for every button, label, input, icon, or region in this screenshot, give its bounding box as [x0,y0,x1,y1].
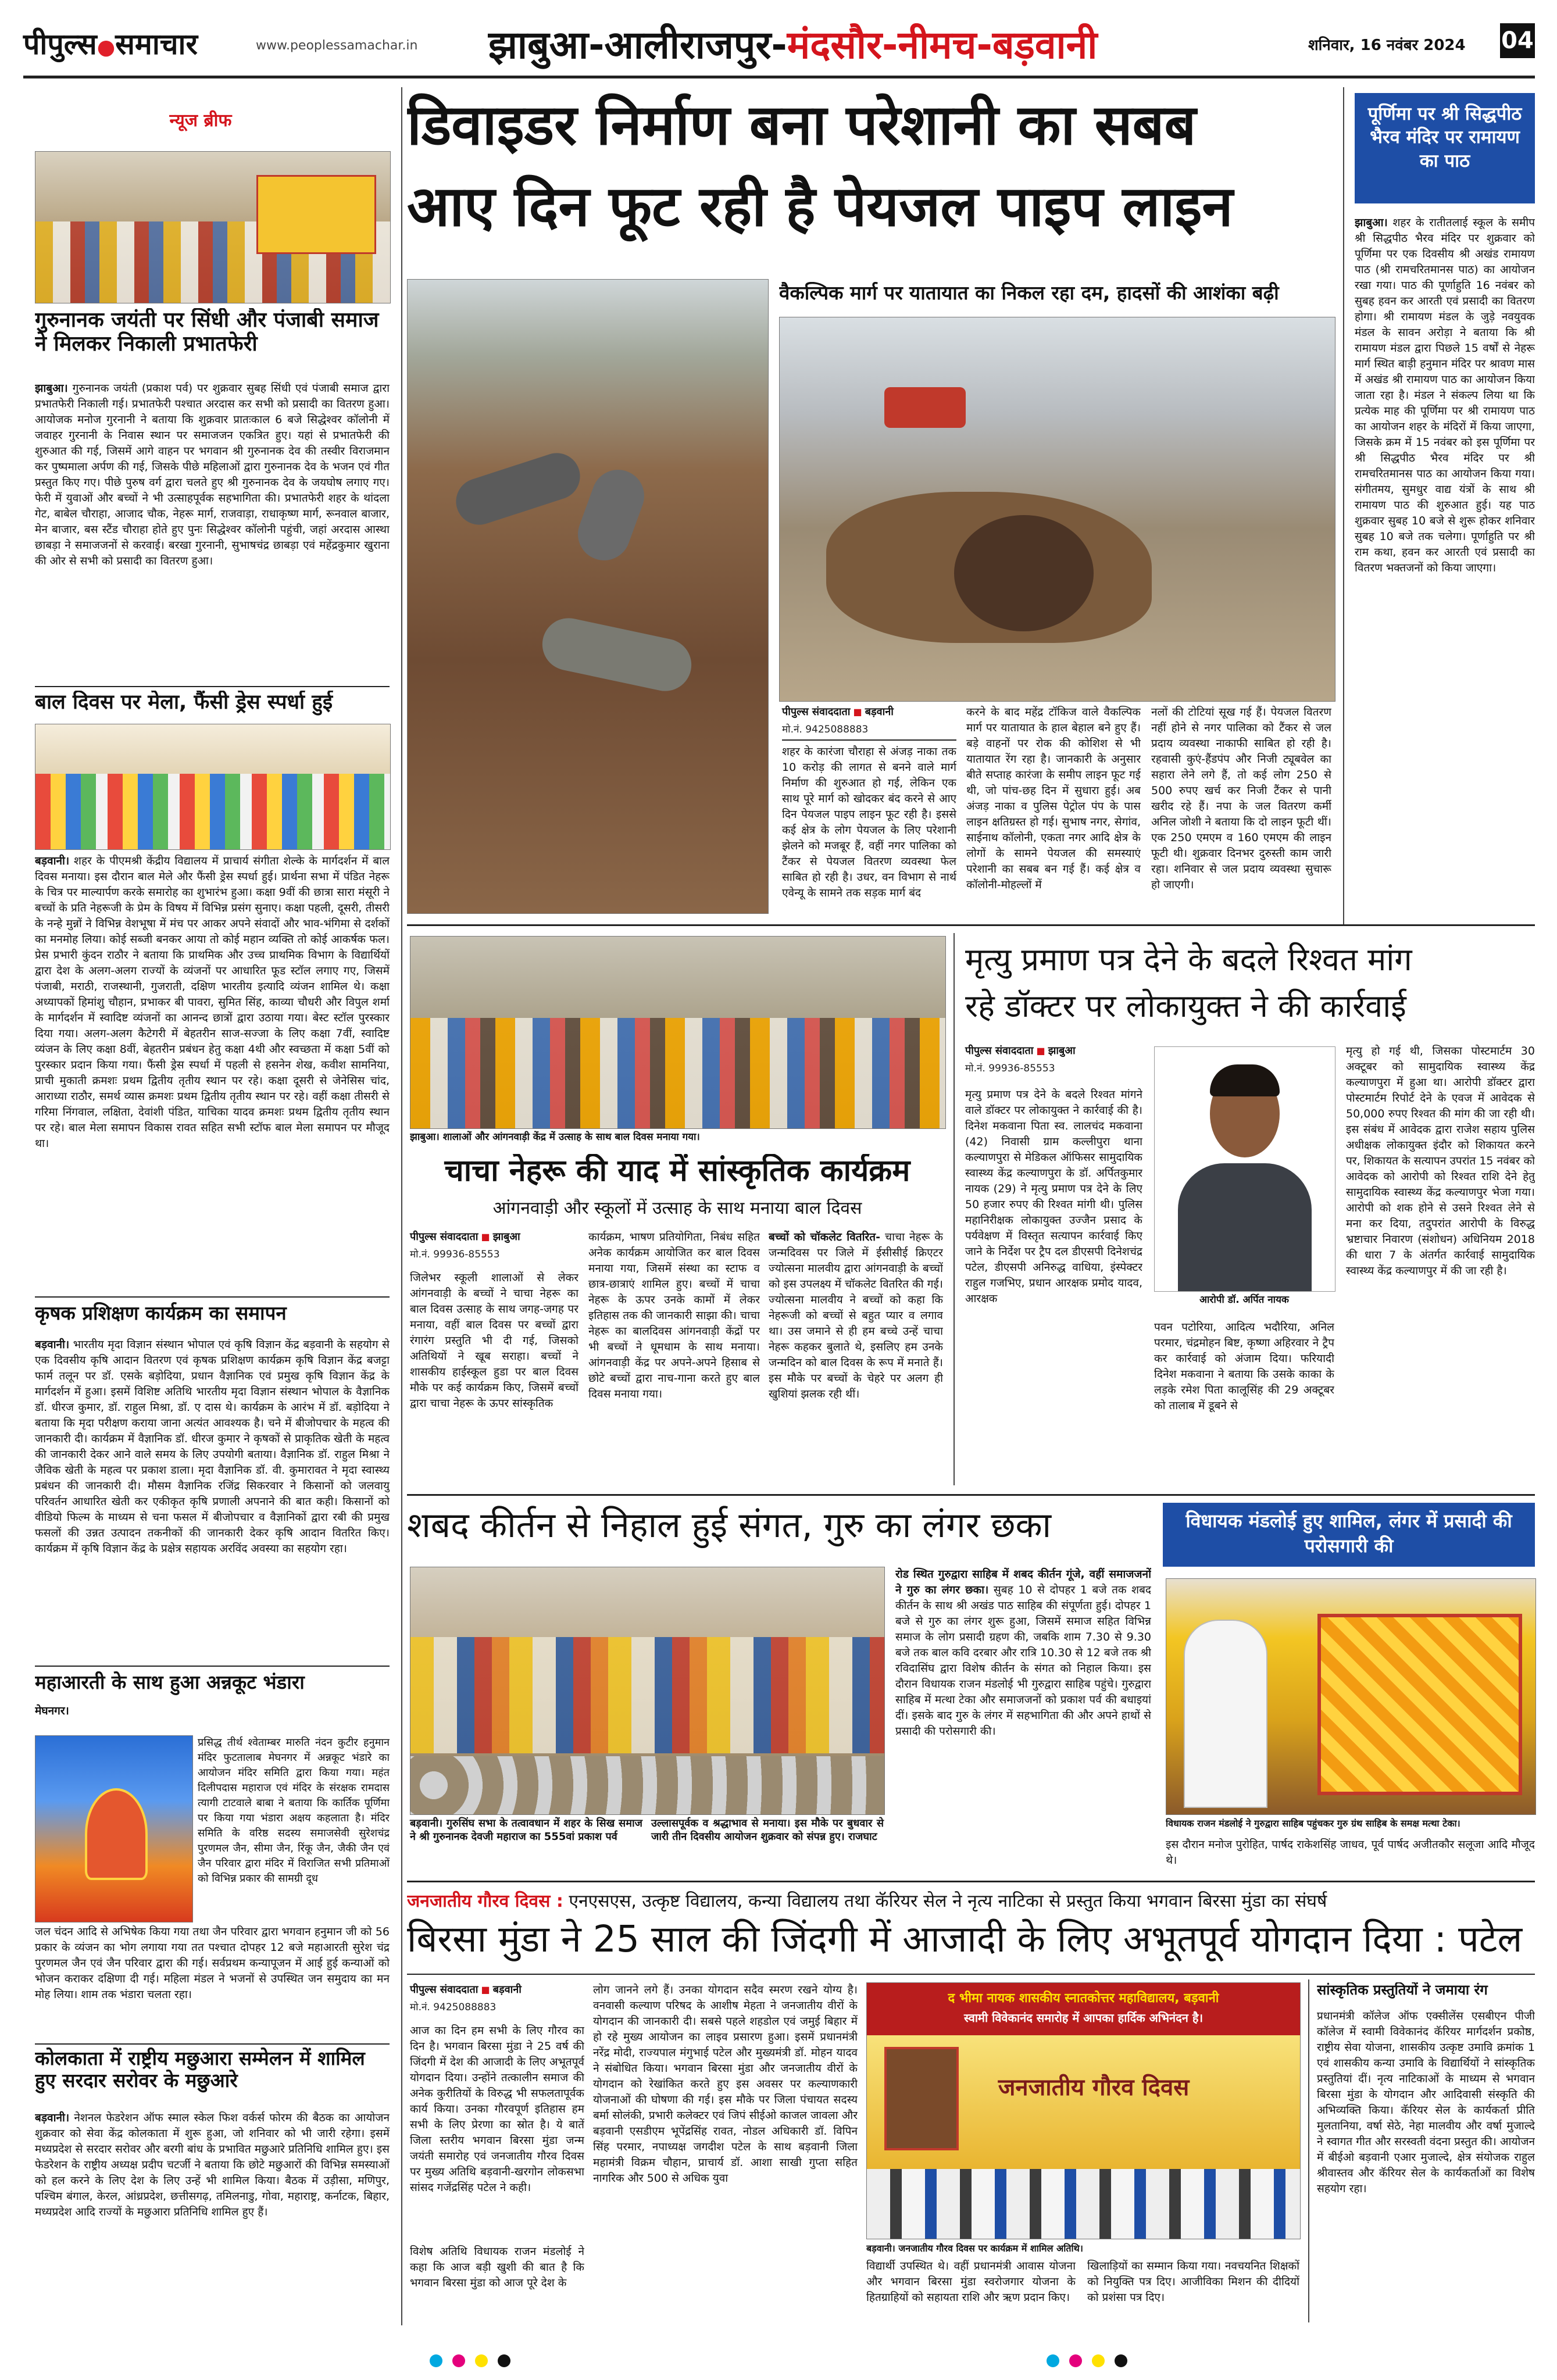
logo [23,23,198,63]
birsa-byline-phone: मो.नं. 9425088883 [410,2002,497,2013]
brief2-body [35,853,390,1292]
birsa-col1-tail: विशेष अतिथि विधायक राजन मंडलोई ने कहा कि आज बड़ी खुशी की बात है कि भगवान बिरसा मुंडा को आज पूरे देश के [410,2245,584,2289]
lead-byline-block [782,705,956,735]
left-column-divider [401,87,402,2325]
section-rule-birsa [407,1881,1535,1882]
kirtan-caption1: बड़वानी। गुरुसिंघ सभा के तत्वावधान में शहर के सिख समाज ने श्री गुरुनानक देवजी महाराज का 555वां प्रकाश पर्व [410,1817,642,1843]
nehru-col3 [769,1230,943,1482]
kirtan-text-lead: रोड स्थित गुरुद्वारा साहिब में शबद कीर्तन गूंजे, वहीं समाजजनों ने गुरु का लंगर छका। [895,1568,1151,1596]
logo-left: पीपुल्स [23,27,97,61]
bal-diwas-group-photo [410,936,946,1129]
lead-subhead: वैकल्पिक मार्ग पर यातायात का निकल रहा दम, हादसों की आशंका बढ़ी [779,282,1279,304]
accused-doctor-photo [1154,1046,1335,1292]
issue-date: शनिवार, 16 नवंबर 2024 [1308,37,1466,54]
birsa-byline-block [410,1982,584,2013]
bribe-byline-block [965,1044,1142,1074]
brief2-rule [35,1296,390,1298]
bribe-byline-location: झाबुआ [1048,1045,1076,1057]
brief2-place: बड़वानी। [35,855,70,867]
pipe-1 [450,447,586,531]
janjatiya-board: जनजातीय गौरव दिवस [998,2074,1190,2101]
brief2-text: शहर के पीएमश्री केंद्रीय विद्यालय में प्राचार्य संगीता शेल्के के मार्गदर्शन में बाल दिवस मनाया। इस दौरान बाल मेले और फैंसी ड्रेस स्पर्धा हुई। प्रार्थना सभा में पंडित नेहरू के चित्र पर माल्यार्पण करके समारोह का शुभारंभ हुआ। कक्षा 9वीं की छात्रा सारा मंसूरी ने बच्चों के प्रति नेहरूजी के प्रेम के विषय में विभिन्न प्रसंग सुनाए। कक्षा पहली, दूसरी, तीसरी के नन्हे मुन्नों ने विभिन्न वेशभूषा में मंच पर आकर अपने संवादों और भाव-भंगिमा से दर्शकों का मनमोह लिया। कोई सब्जी बनकर आया तो कोई महान व्यक्ति तो कोई आकर्षक फल। प्रेस प्रभारी कुंदन राठौर ने बताया कि प्राथमिक और उच्च प्राथमिक विभाग के विद्यार्थियों द्वारा देश के अलग-अलग राज्यों के व्यंजनों पर आधारित फूड स्टॉल लगाए गए, जिसमें पंजाबी, मराठी, राजस्थानी, गुजराती, दक्षिण भारतीय इत्यादि व्यंजन शामिल थे। कक्षा अध्यापकों हिमांशु चौहान, प्रभाकर बी पावरा, सुमित सिंह, काव्या चौधरी और विपुल शर्मा के मार्गदर्शन में स्वादिष्ट व्यंजनों का आनन्द छात्रों द्वारा उठाया गया। बेस्ट स्टॉल पुरस्कार दिया गया। अलग-अलग कैटेगरी में बेहतरीन साज-सज्जा के लिए कक्षा 7वीं, स्वादिष्ट व्यंजन के लिए कक्षा 8वीं, बेहतरीन प्रबंधन हेतु कक्षा 4थी और स्वच्छता में कक्षा 5वीं को पुरस्कार प्रदान किया गया। फैंसी ड्रेस स्पर्धा में पहली से हसनेन शेख, कवीश सामनिया, प्राची मुकाती क्रमशः प्रथम द्वितीय तृतीय स्थान पर रहे। कक्षा दूसरी से जेनेसिस चांद, आराध्या राठौर, समर्थ व्यास क्रमशः प्रथम द्वितीय तृतीय स्थान पर रहे। वहीं कक्षा तीसरी से गरिमा निंगवाल, लक्षिता, देवांशी पंडित, याचिका यादव क्रमशः प्रथम द्वितीय तृतीय स्थान पर रहे। बाल मेला समापन विकास रावत सहित सभी स्टॉफ बाल मेला समापन पर मौजूद था। [35,855,390,1150]
edition-title-black: झाबुआ-आलीराजपुर- [488,23,787,67]
logo-dot-icon: ● [97,35,116,59]
birsa-headline-rule [407,1974,1535,1975]
section-rule-kirtan [407,1494,1535,1496]
nehru-photo-caption: झाबुआ। शालाओं और आंगनवाड़ी केंद्र में उत्साह के साथ बाल दिवस मनाया गया। [410,1131,700,1143]
birsa-right-heading: सांस्कृतिक प्रस्तुतियों ने जमाया रंग [1317,1982,1488,1998]
purnima-headline-box [1355,93,1535,203]
bribe-headline-line2: रहे डॉक्टर पर लोकायुक्त ने की कार्रवाई [965,988,1406,1024]
bribe-col1: मृत्यु प्रमाण पत्र देने के बदले रिश्वत मांगने वाले डॉक्टर पर लोकायुक्त ने कार्रवाई की है। दिनेश मकवाना पिता स्व. लालचंद मकवाना (42) निवासी ग्राम कल्लीपुरा थाना कल्याणपुरा से मेडिकल ऑफिसर सामुदायिक स्वास्थ्य केंद्र कल्याणपुरा के डॉ. अर्पितकुमार नायक (29) ने मृत्यु प्रमाण पत्र देने के लिए 50 हजार रुपए की रिश्वत मांगी थी। पुलिस महानिरीक्षक लोकायुक्त उज्जैन प्रसाद के पर्यवेक्षण में विस्तृत सत्यापन कार्रवाई किए जाने के निर्देश पर ट्रैप दल डीएसपी दिनेशचंद्र पटेल, डीएसपी अनिरुद्ध वाधिया, इंस्पेक्टर राहुल गजभिए, प्रधान आरक्षक प्रमोद यादव, आरक्षक [965,1088,1142,1305]
brief5-text: नेशनल फेडरेशन ऑफ स्माल स्केल फिश वर्कर्स फोरम की बैठक का आयोजन शुक्रवार को सेवा केंद्र कोलकाता में शुरू हुआ, जो शनिवार को भी जारी रहेगा। इसमें मध्यप्रदेश से सरदार सरोवर और बरगी बांध के प्रभावित मछुआरे प्रतिनिधि शामिल हुए। इस फेडरेशन के राष्ट्रीय अध्यक्ष प्रदीप चटर्जी ने बताया कि छोटे मछुआरों की विभिन्न समस्याओं को हल करने के लिए देश के लिए उन्हें भी शामिल किया। बैठक में उड़ीसा, मणिपुर, पश्चिम बंगाल, केरल, आंध्रप्रदेश, छत्तीसगढ़, तमिलनाडु, गोवा, महाराष्ट्र, कर्नाटक, बिहार, मध्यप्रदेश आदि राज्यों के मछुआरा प्रतिनिधि शामिल हुए हैं। [35,2111,390,2218]
birsa-col2: लोग जानने लगे हैं। उनका योगदान सदैव स्मरण रखने योग्य है। वनवासी कल्याण परिषद के आशीष मेहता ने जनजातीय वीरों के योगदान की जानकारी दी। सबसे पहले शहडोल एवं जमुई बिहार में हो रहे मुख्य आयोजन का लाइव प्रसारण हुआ। इसमें प्रधानमंत्री नरेंद्र मोदी, राज्यपाल मंगुभाई पटेल और मुख्यमंत्री डॉ. मोहन यादव ने संबोधित किया। भगवान बिरसा मुंडा और जनजातीय वीरों के योगदान को रेखांकित करते हुए इस अवसर पर कल्याणकारी योजनाओं की घोषणा की गई। इस मौके पर जिला पंचायत सदस्य बर्मा सोलंकी, प्रभारी कलेक्टर एवं जिपं सीईओ काजल जावला और बड़वानी एसडीएम भूपेंद्रसिंह रावत, नोडल अधिकारी डॉ. विपिन सिंह परमार, नपाध्यक्ष जगदीश पटेल के साथ बड़वानी जिला महामंत्री विक्रम चौहान, प्राचार्य डॉ. आशा साखी गुप्ता सहित नागरिक और 500 से अधिक युवा [593,1984,858,2185]
news-brief-label-text: न्यूज ब्रीफ [169,110,232,131]
mla-figure [1184,1620,1267,1808]
birsa-kicker-text: एनएसएस, उत्कृष्ट विद्यालय, कन्या विद्यालय तथा कॅरियर सेल ने नृत्य नाटिका से प्रस्तुत किया भगवान बिरसा मुंडा का संघर्ष [569,1891,1327,1911]
bribe-byline: पीपुल्स संवाददाता ■ झाबुआ [965,1045,1076,1057]
pipeline-photo-road [779,317,1335,702]
brief1-headline: गुरुनानक जयंती पर सिंधी और पंजाबी समाज ने मिलकर निकाली प्रभातफेरी [35,308,379,356]
lead-col1: शहर के कारंजा चौराहा से अंजड़ नाका तक 10 करोड़ की लागत से बनने वाले मार्ग निर्माण की शुरुआत हो गई, लेकिन एक साथ पूरे मार्ग को खोदकर बंद करने से आए दिन पेयजल पाइप लाइन फूट रही है। इससे कई क्षेत्र के लोग पेयजल के लिए परेशानी झेलने को मजबूर हैं, वहीं नगर पालिका को टैंकर से पेयजल वितरण व्यवस्था फेल साबित हो रही है। उधर, वन विभाग से नार्थ एवेन्यू के सामने तक सड़क मार्ग बंद [782,745,956,899]
nehru-subhead: आंगनवाड़ी और स्कूलों में उत्साह के साथ मनाया बाल दिवस [492,1199,862,1218]
masthead [23,17,1535,76]
purnima-place: झाबुआ। [1355,216,1388,229]
pipeline-photo-main [407,279,769,914]
lead-col2: करने के बाद महेंद्र टॉकिज वाले वैकल्पिक मार्ग पर यातायात के हाल बेहाल बने हुए हैं। बड़े वाहनों पर रोक की कोशिश से भी यातायात रेंग रहा है। जानकारी के अनुसार बीते सप्ताह कारंजा के समीप लाइन फूट गई थी, जो पांच-छह दिन में सुधारा हुई। अब अंजड़ नाका व पुलिस पेट्रोल पंप के पास लाइन क्षतिग्रस्त हो गई। सुभाष नगर, सेगांव, साईनाथ कॉलोनी, एकता नगर आदि क्षेत्र के लोगों के सामने पेयजल की समस्याएं परेशानी का सबब बन गई हैं। कई क्षेत्र व कॉलोनी-मोहल्लों में [966,706,1141,891]
langar-plates [410,1756,884,1814]
birsa-portrait [884,2047,959,2150]
brief3-place: बड़वानी। [35,1338,70,1351]
pipe-2 [570,462,651,567]
brief3-rule [35,1666,390,1667]
road-tree-stump [954,515,1094,631]
brief3-body [35,1337,390,1663]
nehru-byline-phone: मो.नं. 99936-85553 [410,1249,500,1260]
purnima-headline: पूर्णिमा पर श्री सिद्धपीठ भैरव मंदिर पर रामायण का पाठ [1367,103,1522,171]
nehru-headline: चाचा नेहरू की याद में सांस्कृतिक कार्यक्रम [444,1154,910,1188]
color-mark-yellow-2 [1092,2354,1105,2367]
nehru-col3-lead: बच्चों को चॉकलेट वितरित- [769,1231,881,1243]
bribe-byline-phone: मो.नं. 99936-85553 [965,1063,1055,1074]
janjatiya-photo-caption: बड़वानी। जनजातीय गौरव दिवस पर कार्यक्रम में शामिल अतिथि। [866,2243,1083,2254]
pipe-3 [537,613,696,696]
nehru-col3-text: चाचा नेहरू के जन्मदिवस पर जिले में ईसीसीई क्रिएटर ज्योत्सना मालवीय द्वारा आंगनवाड़ी के बच्चों को इस उपलक्ष्य में चॉकलेट वितरित की गई। ज्योत्सना मालवीय ने बच्चों को कहा कि नेहरूजी को बच्चों से बहुत प्यार व लगाव था। उस जमाने से ही हम बच्चे उन्हें चाचा नेहरू कहकर बुलाते थे, इसलिए हम उनके जन्मदिन को बाल दिवस के रूप में मनाते हैं। इस मौके पर बच्चों के चेहरे पर अलग ही खुशियां झलक रही थीं। [769,1231,943,1400]
color-mark-magenta-2 [1069,2354,1082,2367]
janjatiya-banner-sub-text: स्वामी विवेकानंद समारोह में आपका हार्दिक अभिनंदन है। [963,2011,1204,2025]
brief4-body-bottom: जल चंदन आदि से अभिषेक किया गया तथा जैन परिवार द्वारा भगवान हनुमान जी को 56 प्रकार के व्यंजन का भोग लगाया गया तत पश्चात दोपहर 12 बजे महाआरती सुरेश चंद्र पुरणमल जैन एवं जैन परिवार द्वारा की गई। सर्वप्रथम कन्यापूजन में आई हुई कन्याओं को भोजन कराकर दक्षिणा दी गई। महिला मंडल ने भजनों से उपस्थित जन समुदाय का मन मोह लिया। शाम तक भंडारा चलता रहा। [35,1925,390,2001]
brief1-rule [35,686,390,687]
brief4-body-top [35,1703,390,1735]
accused-doctor-shirt [1178,1163,1312,1291]
hanuman-temple-photo [35,1735,193,1922]
bal-diwas-children [35,774,390,849]
accused-doctor-hair [1210,1064,1280,1096]
langar-photo [410,1567,885,1815]
bal-diwas-group-children [410,1018,945,1128]
color-mark-cyan-2 [1047,2354,1059,2367]
mla-gurudwara-photo [1166,1578,1536,1815]
prabhatferi-photo [35,151,391,303]
kirtan-side-banner [1163,1503,1535,1567]
brief5-place: बड़वानी। [35,2111,70,2124]
nehru-col2: कार्यक्रम, भाषण प्रतियोगिता, निबंध सहित अनेक कार्यक्रम आयोजित कर बाल दिवस मनाया गया, जिसमें संस्था का स्टाफ व छात्र-छात्राएं शामिल हुए। बच्चों में चाचा नेहरू के ऊपर उनके कामों में लेकर इतिहास तक की जानकारी साझा की। चाचा नेहरू का बालदिवस आंगनवाड़ी केंद्रों पर भी बच्चों ने धूमधाम के साथ मनाया। आंगनवाड़ी केंद्र पर अपने-अपने हिसाब से छोटे बच्चों द्वारा नाच-गाना करते हुए बाल दिवस मनाया गया। [588,1231,760,1400]
right-column-divider [1343,87,1344,924]
gurudwara-palki [1317,1614,1522,1795]
website-url: www.peoplessamachar.in [256,38,418,53]
brief4-place: मेघनगर। [35,1704,69,1717]
birsa-col3: विद्यार्थी उपस्थित थे। वहीं प्रधानमंत्री आवास योजना और भगवान बिरसा मुंडा स्वरोजगार योजना के हितग्राहियों को सहायता राशि और ऋण प्रदान किए। [866,2260,1076,2304]
nehru-col1: जिलेभर स्कूली शालाओं से लेकर आंगनवाड़ी के बच्चों ने चाचा नेहरू का बाल दिवस उत्साह के साथ जगह-जगह पर मनाया, वहीं बाल दिवस पर बच्चों द्वारा रंगारंग प्रस्तुति भी दी गई, जिसको अतिथियों ने खूब सराहा। बच्चों ने शासकीय हाईस्कूल हुडा पर बाल दिवस मौके पर कई कार्यक्रम किए, जिसमें बच्चों द्वारा चाचा नेहरू के ऊपर सांस्कृतिक [410,1271,578,1410]
brief1-text: गुरुनानक जयंती (प्रकाश पर्व) पर शुक्रवार सुबह सिंधी एवं पंजाबी समाज द्वारा प्रभातफेरी निकाली गई। प्रभातफेरी पश्चात अरदास कर सभी को प्रसादी का वितरण हुआ। आयोजक मनोज गुरनानी ने बताया कि शुक्रवार प्रातःकाल 6 बजे सिद्धेश्वर कॉलोनी में जवाहर गुरनानी के निवास स्थान पर समाजजन एकत्रित हुए। यहां से प्रभातफेरी की शुरुआत की गई, जिसमें आगे वाहन पर भगवान श्री गुरुनानक देव की तस्वीर विराजमान कर पुष्पमाला अर्पण की गई, जिसके पीछे महिलाओं द्वारा गुरुनानक देव के भजन एवं गीत प्रस्तुत किए गए। पीछे पुरुष वर्ग द्वारा चलते हुए श्री गुरुनानक देव के जयघोष लगाए गए। फेरी में युवाओं और बच्चों ने भी उत्साहपूर्वक सहभागिता की। प्रभातफेरी शहर के थांदला गेट, बाबेल चौराहा, आजाद चौक, नेहरू मार्ग, राजवाड़ा, राधाकृष्ण मार्ग, रूनवाल बाजार, मेन बाजार, बस स्टैंड चौराहा होते हुए पुनः सिद्धेश्वर कॉलोनी पहुंची, जहां अरदास आस्था छाबड़ा ने समाजजनों से करवाई। बरखा गुरनानी, सुभाषचंद्र छाबड़ा एवं महेंद्रकुमार खुराना की ओर से सभी को प्रसादी का वितरण हुआ। [35,382,390,567]
lead-byline-rule [782,739,956,741]
color-mark-cyan [430,2354,442,2367]
birsa-col1: आज का दिन हम सभी के लिए गौरव का दिन है। भगवान बिरसा मुंडा ने 25 वर्ष की जिंदगी में देश की आजादी के लिए अभूतपूर्व योगदान दिया। उन्होंने तत्कालीन समाज की अनेक कुरीतियों के विरुद्ध भी सफलतापूर्वक कार्य किया। उनका गौरवपूर्ण इतिहास हम सभी के लिए प्रेरणा का स्रोत है। ये बातें जिला स्तरीय भगवान बिरसा मुंडा जन्म जयंती समारोह एवं जनजातीय गौरव दिवस पर मुख्य अतिथि बड़वानी-खरगोन लोकसभा सांसद गजेंद्रसिंह पटेल ने कही। [410,2024,584,2194]
lead-headline-line2: आए दिन फूट रही है पेयजल पाइप लाइन [407,174,1233,239]
bal-diwas-photo [35,724,391,850]
lead-byline-location: बड़वानी [865,706,894,718]
janjatiya-guests-row [867,2169,1300,2239]
hanuman-idol [85,1788,148,1880]
langar-people [410,1637,884,1753]
brief4-rule [35,2043,390,2045]
accused-doctor-caption: आरोपी डॉ. अर्पित नायक [1199,1294,1289,1306]
kirtan-text [895,1567,1151,1875]
birsa-headline: बिरसा मुंडा ने 25 साल की जिंदगी में आजादी के लिए अभूतपूर्व योगदान दिया : पटेल [407,1918,1523,1960]
news-brief-label [35,108,366,131]
lead-col3: नलों की टोटियां सूख गई हैं। पेयजल वितरण नहीं होने से नगर पालिका को टैंकर से जल प्रदाय व्यवस्था नाकाफी साबित हो रही है। रहवासी कुएं-हैंडपंप और निजी ट्यूबवेल का सहारा लेने लगे हैं, तो कई लोग 250 से 500 रुपए खर्च कर निजी टैंकर से पानी खरीद रहे हैं। नपा के जल वितरण कर्मी अनिल जोशी ने बताया कि दो लाइन फूटी थीं। एक 250 एमएम व 160 एमएम की लाइन फूटी थी। शुक्रवार दिनभर दुरुस्ती काम जारी रहा। शनिवार से जल प्रदाय व्यवस्था सुचारू हो जाएगी। [1151,706,1331,891]
brief3-headline: कृषक प्रशिक्षण कार्यक्रम का समापन [35,1302,287,1324]
birsa-right-body: प्रधानमंत्री कॉलेज ऑफ एक्सीलेंस एसबीएन पीजी कॉलेज में स्वामी विवेकानंद कॅरियर मार्गदर्शन प्रकोष्ठ, राष्ट्रीय सेवा योजना, शासकीय उत्कृष्ट उमावि क्रमांक 1 एवं शासकीय कन्या उमावि के विद्यार्थियों ने सांस्कृतिक प्रस्तुतियां दीं। नृत्य नाटिकाओं के माध्यम से भगवान बिरसा मुंडा के योगदान और आदिवासी संस्कृति की अभिव्यक्ति किया। कॅरियर सेल के कार्यकर्ता प्रीति मुलतानिया, वर्षा सेठे, नेहा मालवीय और वर्षा मुजाल्दे ने स्वागत गीत और सरस्वती वंदना प्रस्तुत की। आयोजन में बीईओ बड़वानी एआर मुजाल्दे, क्षेत्र संयोजक राहुल श्रीवास्तव और कॅरियर सेल के कार्यकर्ताओं का विशेष सहयोग रहा। [1317,2010,1535,2195]
kirtan-side-banner-text: विधायक मंडलोई हुए शामिल, लंगर में प्रसादी की परोसगारी की [1185,1510,1512,1557]
janjatiya-banner-top [867,1983,1300,2035]
color-mark-black [498,2354,510,2367]
brief4-body-wrap: प्रसिद्ध तीर्थ श्वेताम्बर मारुति नंदन कुटीर हनुमान मंदिर फुटतालाब मेघनगर में अन्नकूट भंडारे का आयोजन मंदिर समिति द्वारा किया गया। महंत दिलीपदास महाराज एवं मंदिर के संरक्षक रामदास त्यागी टाटवाले बाबा ने बताया कि कार्तिक पूर्णिमा पर किया गया भंडारा अक्षय कहलाता है। मंदिर समिति के वरिष्ठ सदस्य समाजसेवी सुरेशचंद्र पुरणमल जैन, सीमा जैन, रिंकू जैन, जैकी जैन एवं जैन परिवार द्वारा मंदिर में विराजित सभी प्रतिमाओं को विभिन्न प्रकार की सामग्री दूध [198,1736,390,1885]
kirtan-text-body: सुबह 10 से दोपहर 1 बजे तक शबद कीर्तन के साथ श्री अखंड पाठ साहिब की संपूर्णता हुई। दोपहर 1 बजे से गुरु का लंगर शुरू हुआ, जिसमें समाज सहित विभिन्न समाज के लोग प्रसादी ग्रहण की, जबकि शाम 7.30 से 9.30 बजे तक बाल कवि दरबार और रात्रि 10.30 से 12 बजे तक श्री रविदासिंघ द्वारा विशेष कीर्तन के संगत को निहाल किया। इस दौरान विधायक राजन मंडलोई भी गुरुद्वारा साहिब पहुंचे। गुरुद्वारा साहिब में मत्था टेका और समाजजनों को प्रकाश पर्व की बधाइयां दीं। इसके बाद गुरु के लंगर में सहभागिता की और अपने हाथों से प्रसादी की परोसगारी की। [895,1584,1151,1738]
color-mark-magenta [452,2354,465,2367]
road-car [884,387,966,428]
lead-headline-line1: डिवाइडर निर्माण बना परेशानी का सबब [407,93,1197,158]
birsa-byline: पीपुल्स संवाददाता ■ बड़वानी [410,1984,522,1996]
prabhatferi-vehicle [256,175,376,254]
brief3-text: भारतीय मृदा विज्ञान संस्थान भोपाल एवं कृषि विज्ञान केंद्र बड़वानी के सहयोग से एक दिवसीय कृषि आदान वितरण एवं कृषक प्रशिक्षण कार्यक्रम कृषि विज्ञान केंद्र बजट्टा फार्म तलून पर डॉ. एसके बड़ोदिया, प्रधान वैज्ञानिक एवं प्रमुख कृषि विज्ञान केंद्र के मार्गदर्शन में हुआ। इसमें विशिष्ट अतिथि भारतीय मृदा विज्ञान संस्थान भोपाल के वैज्ञानिक डॉ. धीरज कुमार, डॉ. राहुल मिश्रा, डॉ. ए दास थे। कार्यक्रम के आरंभ में डॉ. बड़ोदिया ने बताया कि मृदा परीक्षण कराया जाना अत्यंत आवश्यक है। चने में बीजोपचार के महत्व की जानकारी दी। कार्यक्रम में वैज्ञानिक डॉ. धीरज कुमार ने कृषकों से प्राकृतिक खेती के महत्व की जानकारी देकर आने वाले समय के लिए उपयोगी बताया। वैज्ञानिक डॉ. राहुल मिश्रा ने जैविक खेती के महत्व पर प्रकाश डाला। मृदा वैज्ञानिक डॉ. वी. कुमारावत ने मृदा स्वास्थ्य प्रबंधन की जानकारी दी। मौसम वैज्ञानिक रजिंद्र सिकरवार ने किसानों को जलवायु परिवर्तन आधारित खेती कर एकीकृत कृषि प्रणाली अपनाने की बात कही। किसानों को वीडियो फिल्म के माध्यम से चना फसल में बीजोपचार व वैज्ञानिकों द्वारा रबी की प्रमुख फसलों की उन्नत उत्पादन तकनीकों की जानकारी देकर कृषि आदान वितरित किए। कार्यक्रम में कृषि विज्ञान केंद्र के प्रक्षेत्र सहायक अरविंद अवस्या का सहयोग रहा। [35,1338,390,1555]
logo-right: समाचार [115,27,198,61]
birsa-right-divider [1308,1979,1309,2322]
kirtan-headline: शबद कीर्तन से निहाल हुई संगत, गुरु का लंगर छका [407,1506,1052,1546]
brief2-headline: बाल दिवस पर मेला, फैंसी ड्रेस स्पर्धा हुई [35,691,333,714]
nehru-byline-block [410,1230,578,1260]
bribe-byline-name: पीपुल्स संवाददाता [965,1045,1034,1057]
nehru-bribe-divider [954,933,955,1485]
lead-byline-phone: मो.नं. 9425088883 [782,724,869,735]
birsa-byline-location: बड़वानी [492,1984,522,1996]
brief5-body [35,2110,390,2314]
kirtan-bottom-text: इस दौरान मनोज पुरोहित, पार्षद राकेशसिंह जाधव, पूर्व पार्षद अजीतकौर सलूजा आदि मौजूद थे। [1166,1838,1535,1867]
nehru-byline: पीपुल्स संवाददाता ■ झाबुआ [410,1231,520,1243]
print-color-marks [0,2354,1557,2378]
color-mark-yellow [475,2354,488,2367]
brief1-place: झाबुआ। [35,382,68,395]
bribe-col2a: पवन पटोरिया, आदित्य भदौरिया, अनिल परमार, चंद्रमोहन बिष्ट, कृष्णा अहिरवार ने ट्रैप कर कार्रवाई को अंजाम दिया। फरियादी दिनेश मकवाना ने बताया कि उसके काका के लड़के रमेश पिता कालूसिंह की 29 अक्टूबर को तालाब में डूबने से [1154,1321,1334,1412]
brief1-body [35,381,390,683]
birsa-byline-name: पीपुल्स संवाददाता [410,1984,478,1996]
mla-photo-caption: विधायक राजन मंडलोई ने गुरुद्वारा साहिब पहुंचकर गुरु ग्रंथ साहिब के समक्ष मत्था टेका। [1166,1817,1535,1834]
purnima-body [1355,215,1535,916]
masthead-rule [23,76,1535,78]
brief4-headline: महाआरती के साथ हुआ अन्नकूट भंडारा [35,1671,305,1693]
brief5-headline: कोलकाता में राष्ट्रीय मछुआरा सम्मेलन में शामिल हुए सरदार सरोवर के मछुआरे [35,2047,365,2092]
lead-byline: पीपुल्स संवाददाता ■ बड़वानी [782,706,894,718]
nehru-byline-location: झाबुआ [492,1231,520,1243]
janjatiya-stage-backdrop [867,2035,1300,2169]
bribe-headline-line1: मृत्यु प्रमाण पत्र देने के बदले रिश्वत मांग [965,942,1412,978]
janjatiya-banner-top-text: द भीमा नायक शासकीय स्नातकोत्तर महाविद्यालय, बड़वानी [948,1991,1219,2006]
edition-title-red: मंदसौर-नीमच-बड़वानी [787,23,1098,67]
edition-title [488,17,1097,70]
page-number: 04 [1500,23,1535,58]
purnima-text: शहर के रातीतलाई स्कूल के समीप श्री सिद्धपीठ भैरव मंदिर पर शुक्रवार को पूर्णिमा पर एक दिवसीय श्री अखंड रामायण पाठ (श्री रामचरितमानस पाठ) का आयोजन रखा गया। पाठ की पूर्णाहुति 16 नवंबर को सुबह हवन कर आरती एवं प्रसादी का वितरण होगा। श्री रामायण मंडल के जुड़े नवयुवक मंडल के सावन अरोड़ा ने बताया कि श्री रामायण मंडल द्वारा पिछले 15 वर्षों से नेहरू मार्ग स्थित बाड़ी हनुमान मंदिर पर श्रावण मास में अखंड श्री रामायण पाठ का आयोजन किया जाता रहा है। मंडल ने संकल्प लिया था कि प्रत्येक माह की पूर्णिमा पर श्री रामायण पाठ का आयोजन शहर के मंदिरों में किया जाएगा, जिसके क्रम में 15 नवंबर को इस पूर्णिमा पर श्री सिद्धपीठ भैरव मंदिर पर श्री रामचरितमानस पाठ का आयोजन किया गया। संगीतमय, सुमधुर वाद्य यंत्रों के साथ श्री रामायण पाठ की शुरुआत हुई। यह पाठ शुक्रवार सुबह 10 बजे से शुरू होकर शनिवार सुबह 10 बजे तक चलेगा। पूर्णाहुति पर श्री राम कथा, हवन कर आरती एवं प्रसादी का वितरण भक्तजनों को किया जाएगा। [1355,216,1535,574]
nehru-byline-name: पीपुल्स संवाददाता [410,1231,478,1243]
bribe-col2b: मृत्यु हो गई थी, जिसका पोस्टमार्टम 30 अक्टूबर को सामुदायिक स्वास्थ्य केंद्र कल्याणपुरा में हुआ था। आरोपी डॉक्टर द्वारा पोस्टमार्टम रिपोर्ट देने के एवज में आवेदक से 50,000 रुपए रिश्वत की मांग की जा रही थी। इस संबंध में आवेदक द्वारा राजेश सहाय पुलिस अधीक्षक लोकायुक्त इंदौर को शिकायत करने पर, शिकायत के सत्यापन उपरांत 15 नवंबर को आवेदक को आरोपी को रिश्वत राशि देने हेतु सामुदायिक स्वास्थ्य केंद्र कल्याणपुर भेजा गया। आरोपी को शक होने से उसने रिश्वत लेने से मना कर दिया, तदुपरांत आरोपी के विरुद्ध भ्रष्टाचार निवारण (संशोधन) अधिनियम 2018 की धारा 7 के अंतर्गत कार्रवाई सामुदायिक स्वास्थ्य केंद्र कल्याणपुर में की जा रही है। [1346,1045,1535,1277]
birsa-kicker-label: जनजातीय गौरव दिवस : [407,1891,563,1911]
birsa-kicker [407,1888,1535,1914]
section-rule-middle [407,924,1535,926]
kirtan-caption2: उल्लासपूर्वक व श्रद्धाभाव से मनाया। इस मौके पर बुधवार से जारी तीन दिवसीय आयोजन शुक्रवार को संपन्न हुए। राजघाट [651,1817,884,1843]
janjatiya-event-photo [866,1982,1301,2239]
color-mark-black-2 [1115,2354,1127,2367]
birsa-col4: खिलाड़ियों का सम्मान किया गया। नवचयनित शिक्षकों को नियुक्ति पत्र दिए। आजीविका मिशन की दीदियों को प्रशंसा पत्र दिए। [1087,2260,1299,2304]
lead-byline-name: पीपुल्स संवाददाता [782,706,851,718]
